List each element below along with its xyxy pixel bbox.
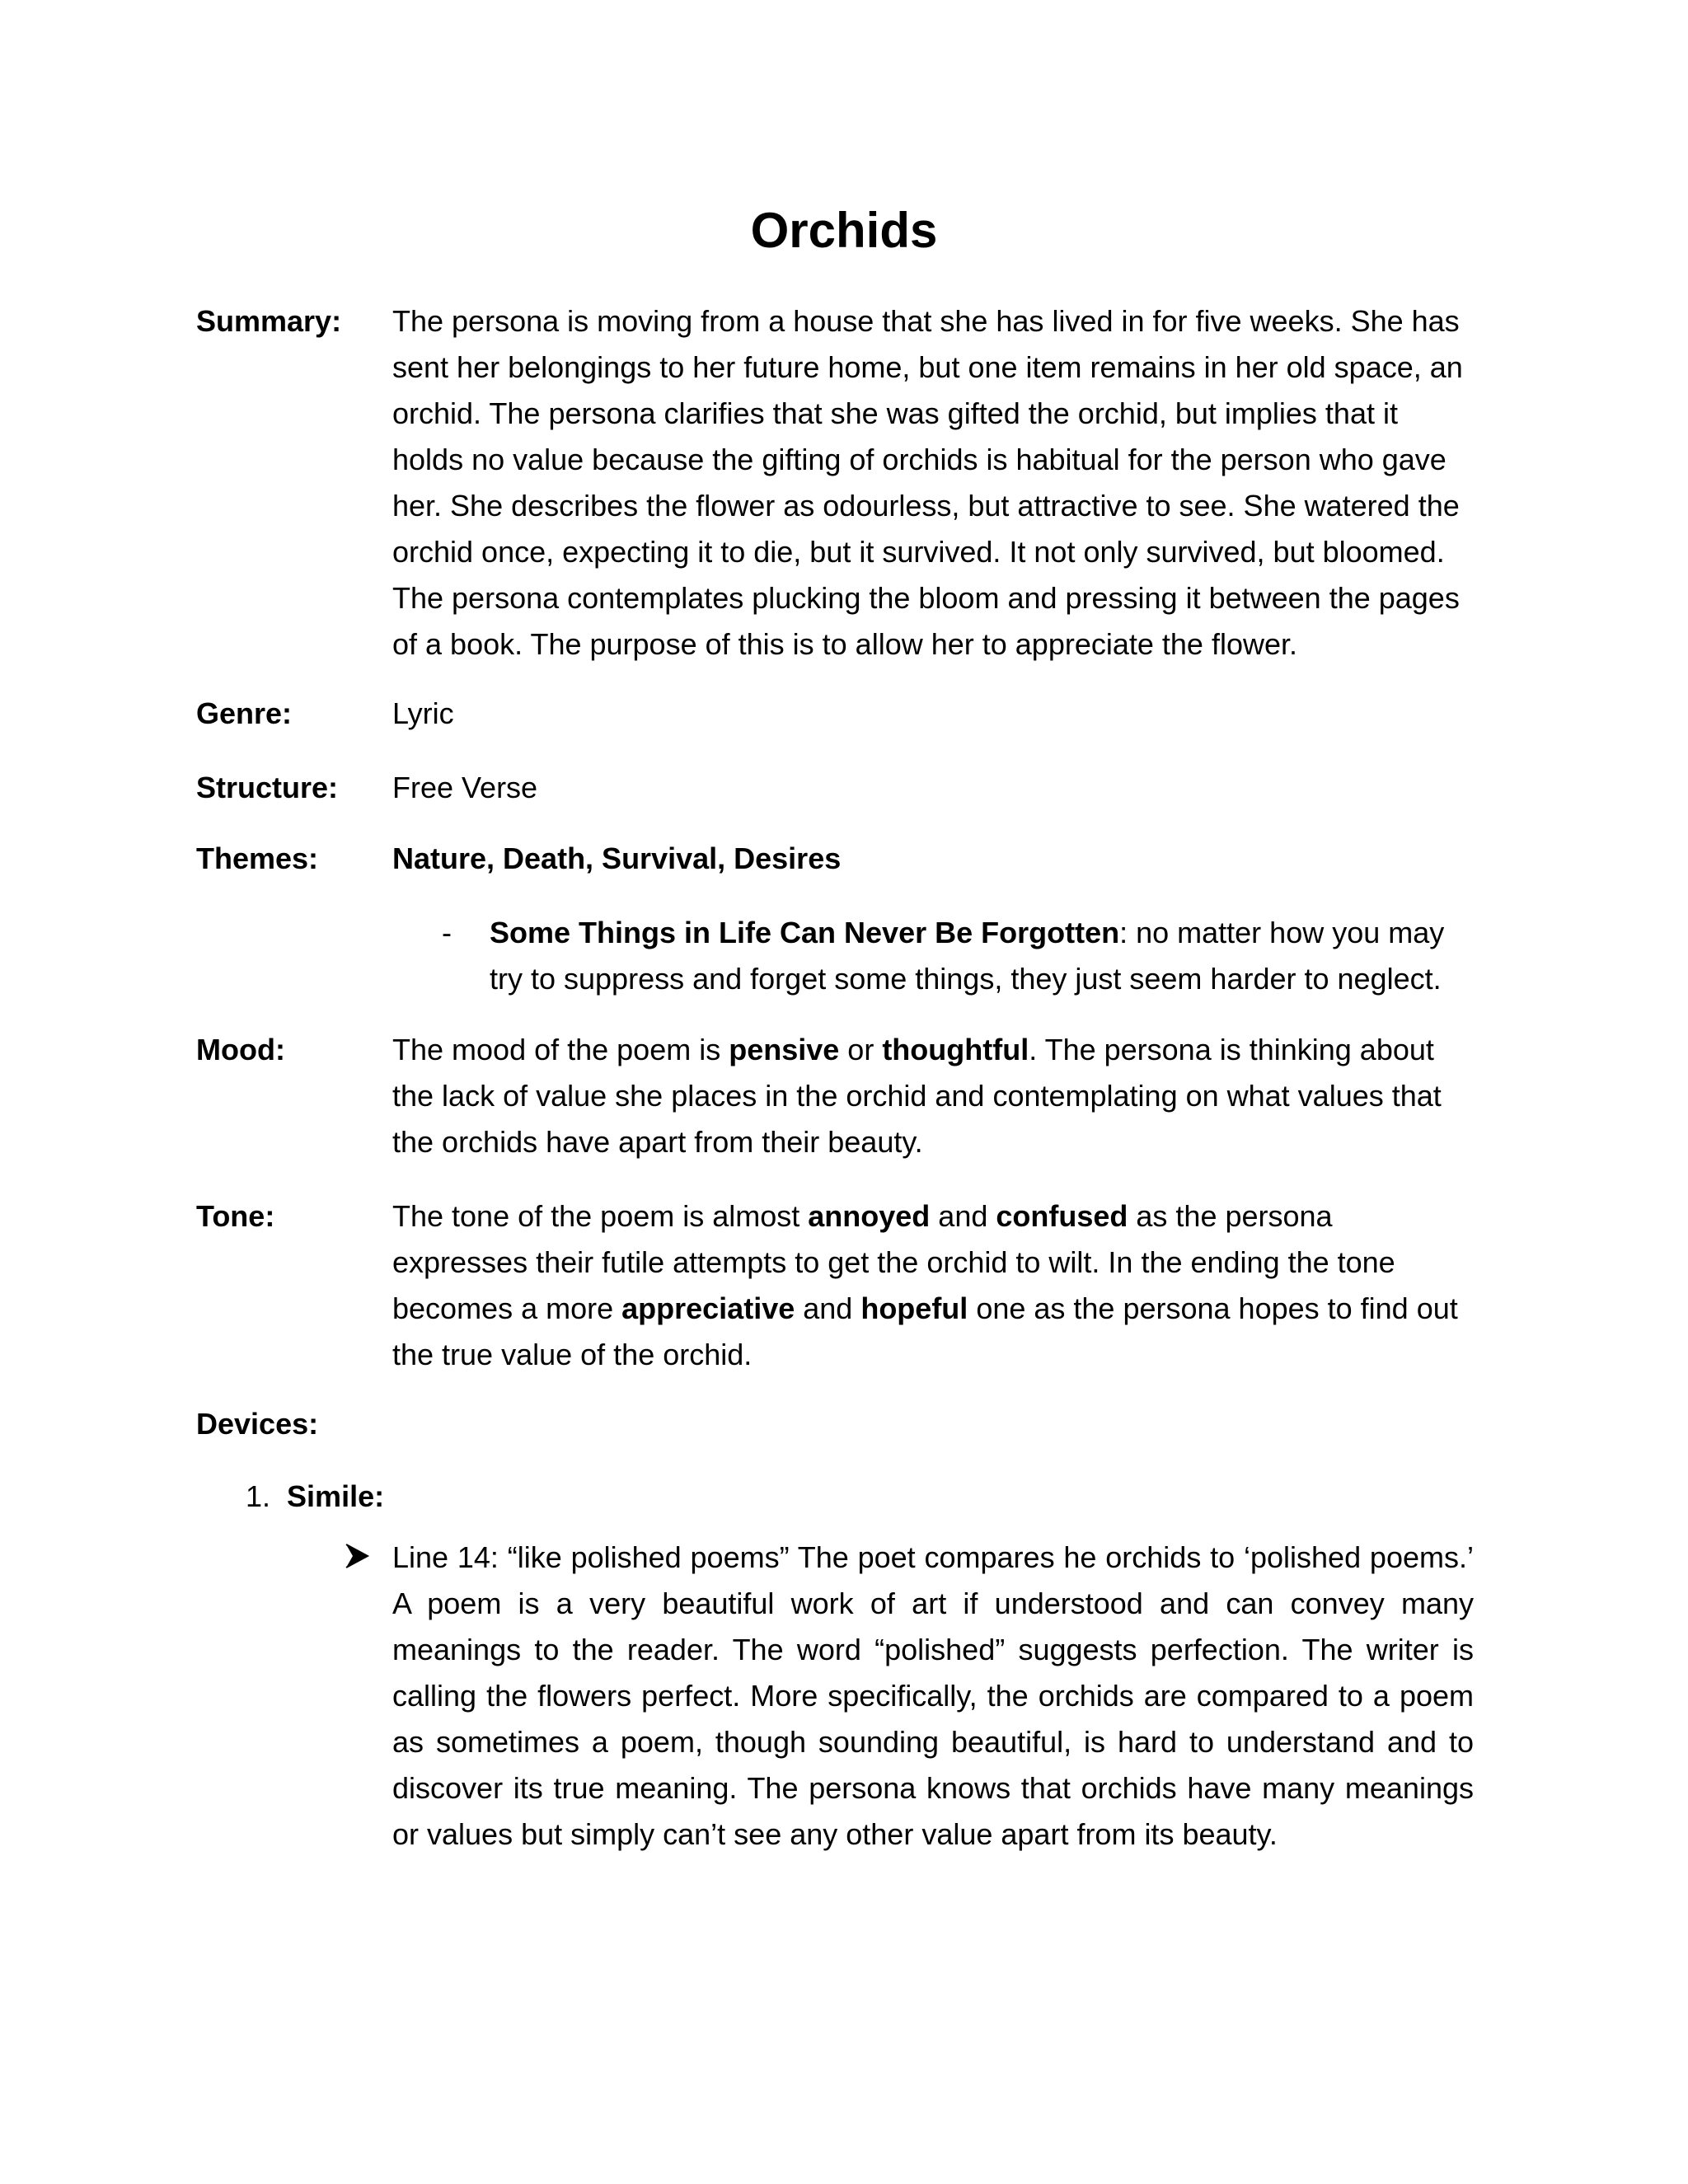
genre-value: Lyric — [392, 696, 454, 730]
tone-emphasis: annoyed — [808, 1199, 931, 1233]
tone-text-part: one as the persona hopes to find out the true value of the orchid. — [392, 1291, 1458, 1371]
structure-label: Structure: — [196, 771, 339, 804]
tone-emphasis: hopeful — [860, 1291, 968, 1325]
mood-emphasis: pensive — [729, 1033, 840, 1066]
device-item-heading — [246, 1474, 384, 1520]
page-title: Orchids — [750, 203, 938, 258]
tone-text — [392, 1193, 1474, 1378]
summary-label: Summary: — [196, 304, 342, 338]
tone-label: Tone: — [196, 1199, 275, 1233]
mood-text-part: The mood of the poem is — [392, 1033, 729, 1066]
theme-sub-bullet — [490, 910, 1474, 1002]
structure-value: Free Verse — [392, 771, 538, 804]
mood-text-part: or — [839, 1033, 883, 1066]
tone-emphasis: confused — [996, 1199, 1128, 1233]
mood-label: Mood: — [196, 1033, 285, 1066]
tone-text-part: and — [930, 1199, 996, 1233]
tone-text-part: as the persona expresses their futile attempts to get the orchid to wilt. In the ending the tone becomes a more — [392, 1199, 1395, 1325]
themes-value: Nature, Death, Survival, Desires — [392, 841, 842, 875]
mood-text-part: . The persona is thinking about the lack of value she places in the orchid and contemplating on what values that the orchids have apart from their beauty. — [392, 1033, 1442, 1159]
dash-bullet-icon: - — [442, 916, 452, 949]
tone-text-part: The tone of the poem is almost — [392, 1199, 809, 1233]
device-item-number: 1. — [246, 1479, 271, 1513]
summary-text: The persona is moving from a house that she has lived in for five weeks. She has sent her belongings to her future home, but one item remains in her old space, an orchid. The persona clarifies that she was gifted the orchid, but implies that it holds no value because the gifting of orchids is habitual for the person who gave her. She describes the flower as odourless, but attractive to see. She watered the orchid once, expecting it to die, but it survived. It not only survived, but bloomed. The persona contemplates plucking the bloom and pressing it between the pages of a book. The purpose of this is to allow her to appreciate the flower. — [392, 304, 1463, 661]
genre-label: Genre: — [196, 696, 293, 730]
mood-text — [392, 1027, 1474, 1165]
device-item-name: Simile: — [287, 1479, 385, 1513]
arrow-bullet-icon — [343, 1533, 376, 1579]
themes-label: Themes: — [196, 841, 319, 875]
theme-sub-title: Some Things in Life Can Never Be Forgotten — [490, 916, 1120, 949]
tone-text-part: and — [795, 1291, 861, 1325]
theme-sub-text: : no matter how you may try to suppress and forget some things, they just seem harder to neglect. — [490, 916, 1445, 996]
simile-text: Line 14: “like polished poems” The poet compares he orchids to ‘polished poems.’ A poem is a very beautiful work of art if understood and can convey many meanings to the reader. The word “polished” suggests perfection. The writer is calling the flowers perfect. More specifically, the orchids are compared to a poem as sometimes a poem, though sounding beautiful, is hard to understand and to discover its true meaning. The persona knows that orchids have many meanings or values but simply can’t see any other value apart from its beauty. — [392, 1540, 1474, 1851]
devices-label: Devices: — [196, 1407, 319, 1441]
mood-emphasis: thoughtful — [882, 1033, 1029, 1066]
tone-emphasis: appreciative — [621, 1291, 795, 1325]
